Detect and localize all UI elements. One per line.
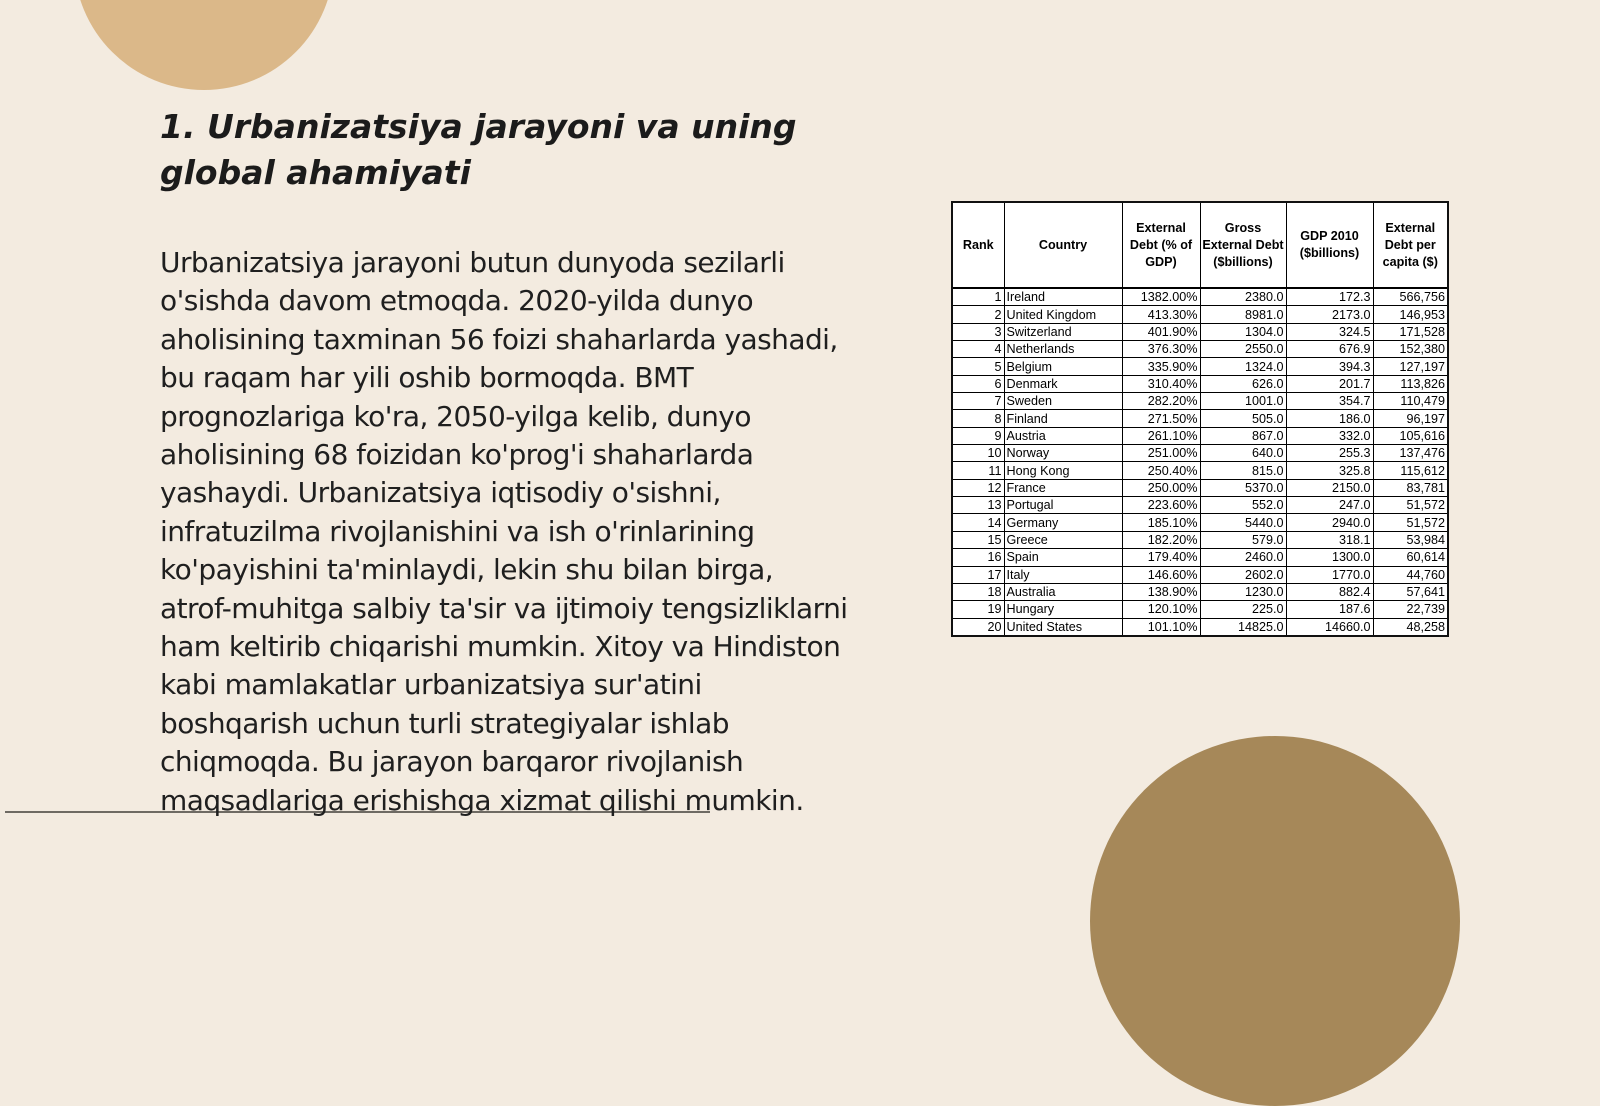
- table-cell-rank: 8: [953, 410, 1004, 427]
- table-cell-external-debt-pct: 271.50%: [1122, 410, 1200, 427]
- table-cell-gross-external-debt: 867.0: [1200, 427, 1286, 444]
- table-cell-country: United Kingdom: [1004, 306, 1122, 323]
- table-row: [953, 549, 1447, 566]
- table-cell-gdp-2010: 394.3: [1286, 358, 1373, 375]
- table-cell-external-debt-pct: 146.60%: [1122, 566, 1200, 583]
- table-cell-gross-external-debt: 2602.0: [1200, 566, 1286, 583]
- table-cell-debt-per-capita: 83,781: [1373, 479, 1447, 496]
- table-cell-rank: 2: [953, 306, 1004, 323]
- table-cell-rank: 4: [953, 341, 1004, 358]
- table-cell-debt-per-capita: 152,380: [1373, 341, 1447, 358]
- table-cell-external-debt-pct: 185.10%: [1122, 514, 1200, 531]
- table-cell-country: Germany: [1004, 514, 1122, 531]
- table-cell-debt-per-capita: 137,476: [1373, 445, 1447, 462]
- table-cell-country: Norway: [1004, 445, 1122, 462]
- table-cell-debt-per-capita: 113,826: [1373, 375, 1447, 392]
- column-header-gdp-2010: GDP 2010 ($billions): [1286, 203, 1373, 288]
- table-cell-gross-external-debt: 1304.0: [1200, 323, 1286, 340]
- table-cell-gross-external-debt: 505.0: [1200, 410, 1286, 427]
- table-cell-rank: 10: [953, 445, 1004, 462]
- table-cell-gdp-2010: 2173.0: [1286, 306, 1373, 323]
- table-cell-country: Italy: [1004, 566, 1122, 583]
- table-cell-gdp-2010: 676.9: [1286, 341, 1373, 358]
- table-cell-debt-per-capita: 51,572: [1373, 514, 1447, 531]
- table-row: [953, 288, 1447, 306]
- table-cell-gdp-2010: 186.0: [1286, 410, 1373, 427]
- table-cell-country: Hong Kong: [1004, 462, 1122, 479]
- table-cell-country: Australia: [1004, 583, 1122, 600]
- table-cell-rank: 16: [953, 549, 1004, 566]
- column-header-country: Country: [1004, 203, 1122, 288]
- table-row: [953, 531, 1447, 548]
- table-cell-country: Sweden: [1004, 393, 1122, 410]
- table-cell-gross-external-debt: 640.0: [1200, 445, 1286, 462]
- table-row: [953, 427, 1447, 444]
- table-cell-gdp-2010: 2940.0: [1286, 514, 1373, 531]
- table-cell-gdp-2010: 332.0: [1286, 427, 1373, 444]
- table-cell-gross-external-debt: 5440.0: [1200, 514, 1286, 531]
- table-cell-gdp-2010: 172.3: [1286, 288, 1373, 306]
- table-row: [953, 514, 1447, 531]
- table-row: [953, 566, 1447, 583]
- table-cell-external-debt-pct: 376.30%: [1122, 341, 1200, 358]
- table-cell-external-debt-pct: 223.60%: [1122, 497, 1200, 514]
- table-cell-debt-per-capita: 51,572: [1373, 497, 1447, 514]
- table-cell-rank: 15: [953, 531, 1004, 548]
- table-cell-gross-external-debt: 225.0: [1200, 601, 1286, 618]
- table-cell-debt-per-capita: 146,953: [1373, 306, 1447, 323]
- table-row: [953, 410, 1447, 427]
- table-cell-debt-per-capita: 566,756: [1373, 288, 1447, 306]
- table-cell-country: Netherlands: [1004, 341, 1122, 358]
- table-cell-gross-external-debt: 2380.0: [1200, 288, 1286, 306]
- table-cell-debt-per-capita: 171,528: [1373, 323, 1447, 340]
- table-cell-country: Denmark: [1004, 375, 1122, 392]
- table-cell-gdp-2010: 14660.0: [1286, 618, 1373, 635]
- table-row: [953, 445, 1447, 462]
- table-cell-gdp-2010: 882.4: [1286, 583, 1373, 600]
- table-cell-country: France: [1004, 479, 1122, 496]
- table-cell-country: Finland: [1004, 410, 1122, 427]
- table-row: [953, 497, 1447, 514]
- table-cell-debt-per-capita: 115,612: [1373, 462, 1447, 479]
- table-cell-rank: 18: [953, 583, 1004, 600]
- table-cell-gross-external-debt: 2550.0: [1200, 341, 1286, 358]
- table-cell-debt-per-capita: 48,258: [1406, 619, 1445, 634]
- table-cell-gross-external-debt: 1001.0: [1200, 393, 1286, 410]
- table-cell-rank: 1: [953, 288, 1004, 306]
- column-header-debt-per-capita: External Debt per capita ($): [1373, 203, 1447, 288]
- table-cell-gross-external-debt: 1230.0: [1200, 583, 1286, 600]
- table-cell-rank: 6: [953, 375, 1004, 392]
- table-cell-gross-external-debt: 8981.0: [1200, 306, 1286, 323]
- table-row: [953, 393, 1447, 410]
- table-cell-debt-per-capita: 22,739: [1373, 601, 1447, 618]
- table-row: [953, 479, 1447, 496]
- table-cell-country: Austria: [1004, 427, 1122, 444]
- table-cell-external-debt-pct: 310.40%: [1122, 375, 1200, 392]
- table-cell-gross-external-debt: 1324.0: [1200, 358, 1286, 375]
- table-cell-gross-external-debt: 14825.0: [1200, 618, 1286, 635]
- table-cell-external-debt-pct: 182.20%: [1122, 531, 1200, 548]
- table-cell-gdp-2010: 2150.0: [1286, 479, 1373, 496]
- table-cell-external-debt-pct: 261.10%: [1122, 427, 1200, 444]
- table-cell-debt-per-capita: 105,616: [1373, 427, 1447, 444]
- table-cell-external-debt-pct: 335.90%: [1122, 358, 1200, 375]
- table-cell-country: United States: [1004, 618, 1122, 635]
- table-cell-country: Ireland: [1004, 288, 1122, 306]
- table-cell-rank: 7: [953, 393, 1004, 410]
- slide-body-text: Urbanizatsiya jarayoni butun dunyoda sezilarli o'sishda davom etmoqda. 2020-yilda dunyo aholisining taxminan 56 foizi shaharlarda yashadi, bu raqam har yili oshib bormoqda. BMT prognozlariga ko'ra, 2050-yilga kelib, dunyo aholisining 68 foizidan ko'prog'i shaharlarda yashaydi. Urbanizatsiya iqtisodiy o'sishni, infratuzilma rivojlanishini va ish o'rinlarining ko'payishini ta'minlaydi, lekin shu bilan birga, atrof-muhitga salbiy ta'sir va ijtimoiy tengsizliklarni ham keltirib chiqarishi mumkin. Xitoy va Hindiston kabi mamlakatlar urbanizatsiya sur'atini boshqarish uchun turli strategiyalar ishlab chiqmoqda. Bu jarayon barqaror rivojlanish maqsadlariga erishishga xizmat qilishi mumkin.: [160, 246, 848, 817]
- table-cell-country: Hungary: [1004, 601, 1122, 618]
- table-row: [953, 618, 1447, 635]
- table-cell-rank: 3: [953, 323, 1004, 340]
- table-cell-country: Switzerland: [1004, 323, 1122, 340]
- table-cell-external-debt-pct: 251.00%: [1122, 445, 1200, 462]
- table-cell-debt-per-capita: 96,197: [1373, 410, 1447, 427]
- table-cell-rank: 14: [953, 514, 1004, 531]
- table-row: [953, 375, 1447, 392]
- table-cell-debt-per-capita: 44,760: [1373, 566, 1447, 583]
- table-cell-external-debt-pct: 179.40%: [1122, 549, 1200, 566]
- table-cell-gdp-2010: 325.8: [1286, 462, 1373, 479]
- table-row: [953, 601, 1447, 618]
- decorative-circle-bottom: [1090, 736, 1460, 1106]
- table-cell-rank: 12: [953, 479, 1004, 496]
- table-cell-external-debt-pct: 138.90%: [1122, 583, 1200, 600]
- table-cell-rank: 5: [953, 358, 1004, 375]
- table-cell-external-debt-pct: 282.20%: [1122, 393, 1200, 410]
- table-cell-gross-external-debt: 5370.0: [1200, 479, 1286, 496]
- table-cell-gross-external-debt: 552.0: [1200, 497, 1286, 514]
- table-row: [953, 358, 1447, 375]
- column-header-rank: Rank: [953, 203, 1004, 288]
- table-cell-country: Spain: [1004, 549, 1122, 566]
- table-cell-external-debt-pct: 101.10%: [1122, 618, 1200, 635]
- table-cell-external-debt-pct: 413.30%: [1122, 306, 1200, 323]
- column-header-gross-external-debt: Gross External Debt ($billions): [1200, 203, 1286, 288]
- table-cell-country: Greece: [1004, 531, 1122, 548]
- table-cell-country: Belgium: [1004, 358, 1122, 375]
- table-cell-gdp-2010: 354.7: [1286, 393, 1373, 410]
- table-header-row: [953, 203, 1447, 288]
- table-cell-gdp-2010: 247.0: [1286, 497, 1373, 514]
- table-cell-rank: 19: [953, 601, 1004, 618]
- table-cell-gdp-2010: 1300.0: [1286, 549, 1373, 566]
- table-cell-debt-per-capita: 110,479: [1373, 393, 1447, 410]
- table-cell-rank: 9: [953, 427, 1004, 444]
- external-debt-table-image: [951, 201, 1449, 637]
- table-cell-gross-external-debt: 815.0: [1200, 462, 1286, 479]
- table-cell-gross-external-debt: 579.0: [1200, 531, 1286, 548]
- slide-title: 1. Urbanizatsiya jarayoni va uning global ahamiyati: [160, 107, 797, 192]
- table-cell-external-debt-pct: 1382.00%: [1122, 288, 1200, 306]
- table-cell-gdp-2010: 318.1: [1286, 531, 1373, 548]
- table-cell-rank: 17: [953, 566, 1004, 583]
- table-cell-gdp-2010: 187.6: [1286, 601, 1373, 618]
- table-cell-rank: 20: [953, 618, 1004, 635]
- table-cell-debt-per-capita: 53,984: [1373, 531, 1447, 548]
- column-header-external-debt-pct: External Debt (% of GDP): [1122, 203, 1200, 288]
- table-cell-gdp-2010: 201.7: [1286, 375, 1373, 392]
- table-body: [953, 288, 1447, 635]
- table-cell-debt-per-capita: 60,614: [1373, 549, 1447, 566]
- table-cell-gross-external-debt: 2460.0: [1200, 549, 1286, 566]
- table-cell-gdp-2010: 1770.0: [1286, 566, 1373, 583]
- table-row: [953, 462, 1447, 479]
- table-cell-rank: 13: [953, 497, 1004, 514]
- external-debt-table: [953, 203, 1447, 635]
- decorative-circle-top: [74, 0, 334, 90]
- table-cell-external-debt-pct: 250.40%: [1122, 462, 1200, 479]
- table-cell-country: Portugal: [1004, 497, 1122, 514]
- table-row: [953, 323, 1447, 340]
- table-row: [953, 341, 1447, 358]
- table-cell-rank: 11: [953, 462, 1004, 479]
- table-row: [953, 306, 1447, 323]
- table-cell-gross-external-debt: 626.0: [1200, 375, 1286, 392]
- table-row: [953, 583, 1447, 600]
- table-cell-debt-per-capita: 127,197: [1373, 358, 1447, 375]
- table-cell-gdp-2010: 255.3: [1286, 445, 1373, 462]
- table-cell-external-debt-pct: 401.90%: [1122, 323, 1200, 340]
- table-cell-external-debt-pct: 120.10%: [1122, 601, 1200, 618]
- table-cell-external-debt-pct: 250.00%: [1122, 479, 1200, 496]
- table-cell-gdp-2010: 324.5: [1286, 323, 1373, 340]
- table-cell-debt-per-capita: 57,641: [1373, 583, 1447, 600]
